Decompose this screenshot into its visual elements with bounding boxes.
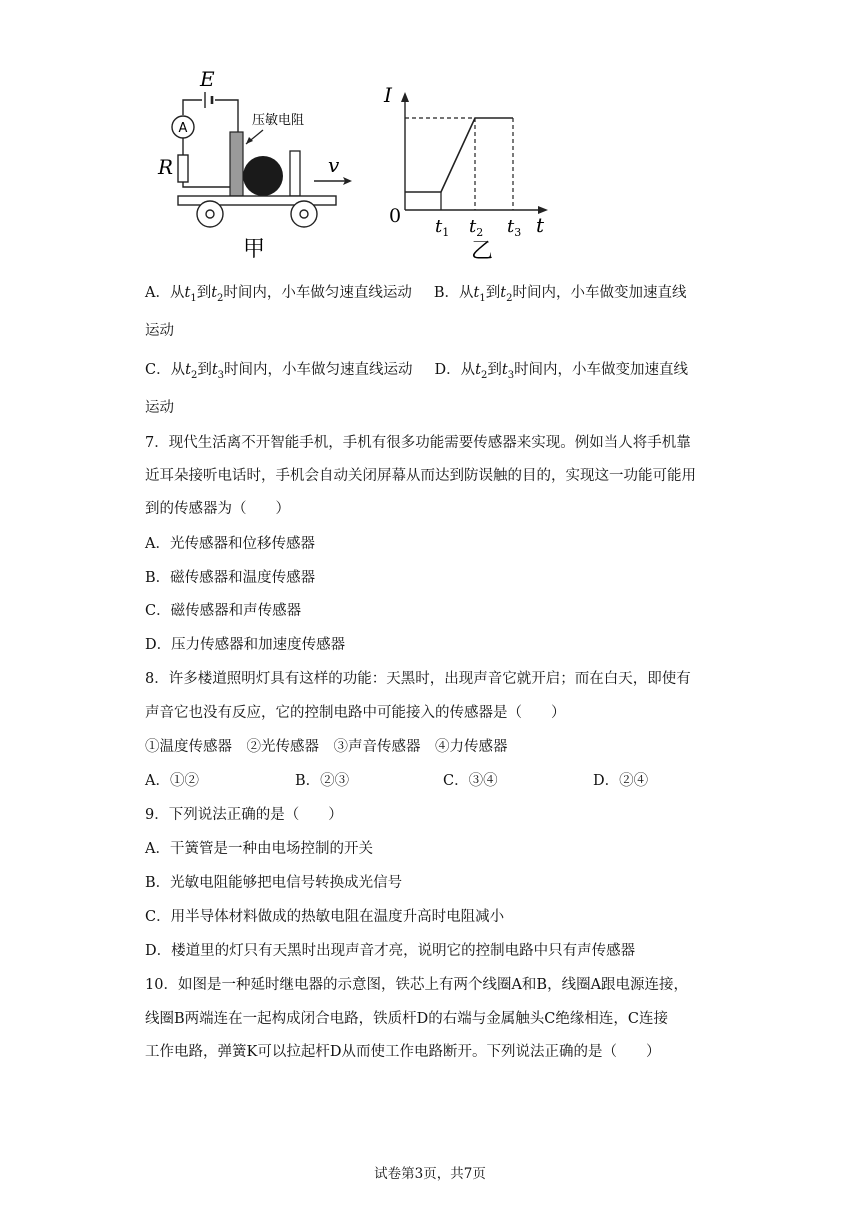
left-caption: 甲 (243, 237, 266, 262)
q7-option-d: D．压力传感器和加速度传感器 (145, 637, 346, 653)
y-axis-label: I (384, 83, 392, 107)
right-caption: 乙 (471, 239, 494, 264)
q8-option-b: B．②③ (295, 773, 350, 789)
q9-stem: 9．下列说法正确的是（ ） (145, 807, 343, 823)
q7-stem-line2: 近耳朵接听电话时，手机会自动关闭屏幕从而达到防误触的目的，实现这一功能可能用 (145, 468, 696, 484)
q8-option-d: D．②④ (593, 773, 649, 789)
tick-t2: $t_2$ (469, 216, 484, 239)
q6-option-a: A．从$t_1$到$t_2$时间内，小车做匀速直线运动 (145, 285, 412, 304)
q8-items: ①温度传感器 ②光传感器 ③声音传感器 ④力传感器 (145, 739, 508, 755)
cart-circuit-and-current-graph (140, 70, 580, 270)
pressure-sensor-bar (230, 132, 243, 196)
page-footer: 试卷第3页，共7页 (374, 1166, 486, 1182)
q10-stem-line1: 10．如图是一种延时继电器的示意图，铁芯上有两个线圈A和B，线圈A跟电源连接， (145, 977, 689, 993)
origin-label: 0 (389, 205, 402, 227)
q6-line-cd (145, 360, 688, 386)
resistor-label: R (158, 155, 174, 179)
q6-option-b: B．从$t_1$到$t_2$时间内，小车做变加速直线 (433, 285, 687, 304)
q6-option-b-cont: 运动 (145, 323, 174, 339)
q10-stem-line3: 工作电路，弹簧K可以拉起杆D从而使工作电路断开。下列说法正确的是（ ） (145, 1044, 661, 1060)
x-axis-label: t (536, 213, 545, 237)
q8-option-a: A．①② (145, 773, 199, 789)
q9-option-b: B．光敏电阻能够把电信号转换成光信号 (145, 875, 403, 891)
sensor-label: 压敏电阻 (252, 113, 305, 128)
tick-t3: $t_3$ (507, 216, 522, 239)
ball-icon (243, 156, 283, 196)
tick-t1: $t_1$ (435, 216, 450, 239)
cart-right-block (290, 151, 300, 196)
battery-label: E (200, 70, 215, 91)
q8-option-c: C．③④ (443, 773, 498, 789)
q8-stem-line1: 8．许多楼道照明灯具有这样的功能：天黑时，出现声音它就开启；而在白天，即使有 (145, 671, 691, 687)
current-curve (405, 118, 513, 192)
q7-stem-line3: 到的传感器为（ ） (145, 501, 290, 517)
velocity-label: v (328, 153, 340, 177)
q10-stem-line2: 线圈B两端连在一起构成闭合电路，铁质杆D的右端与金属触头C绝缘相连，C连接 (145, 1011, 668, 1027)
q7-option-a: A．光传感器和位移传感器 (145, 536, 315, 552)
q9-option-d: D．楼道里的灯只有天黑时出现声音才亮，说明它的控制电路中只有声传感器 (145, 943, 636, 959)
q6-option-d-cont: 运动 (145, 400, 174, 416)
q9-option-a: A．干簧管是一种由电场控制的开关 (145, 841, 373, 857)
q6-option-d: D．从$t_2$到$t_3$时间内，小车做变加速直线 (434, 362, 689, 381)
resistor-icon (178, 155, 188, 182)
q6-line-ab (145, 283, 686, 309)
q7-option-b: B．磁传感器和温度传感器 (145, 570, 316, 586)
q8-options (145, 771, 705, 791)
q7-option-c: C．磁传感器和声传感器 (145, 603, 302, 619)
q8-stem-line2: 声音它也没有反应，它的控制电路中可能接入的传感器是（ ） (145, 705, 566, 721)
physics-figure (140, 70, 580, 270)
q9-option-c: C．用半导体材料做成的热敏电阻在温度升高时电阻减小 (145, 909, 505, 925)
q7-stem-line1: 7．现代生活离不开智能手机，手机有很多功能需要传感器来实现。例如当人将手机靠 (145, 435, 691, 451)
ammeter-label: A (178, 121, 188, 136)
q6-option-c: C．从$t_2$到$t_3$时间内，小车做匀速直线运动 (145, 362, 413, 381)
